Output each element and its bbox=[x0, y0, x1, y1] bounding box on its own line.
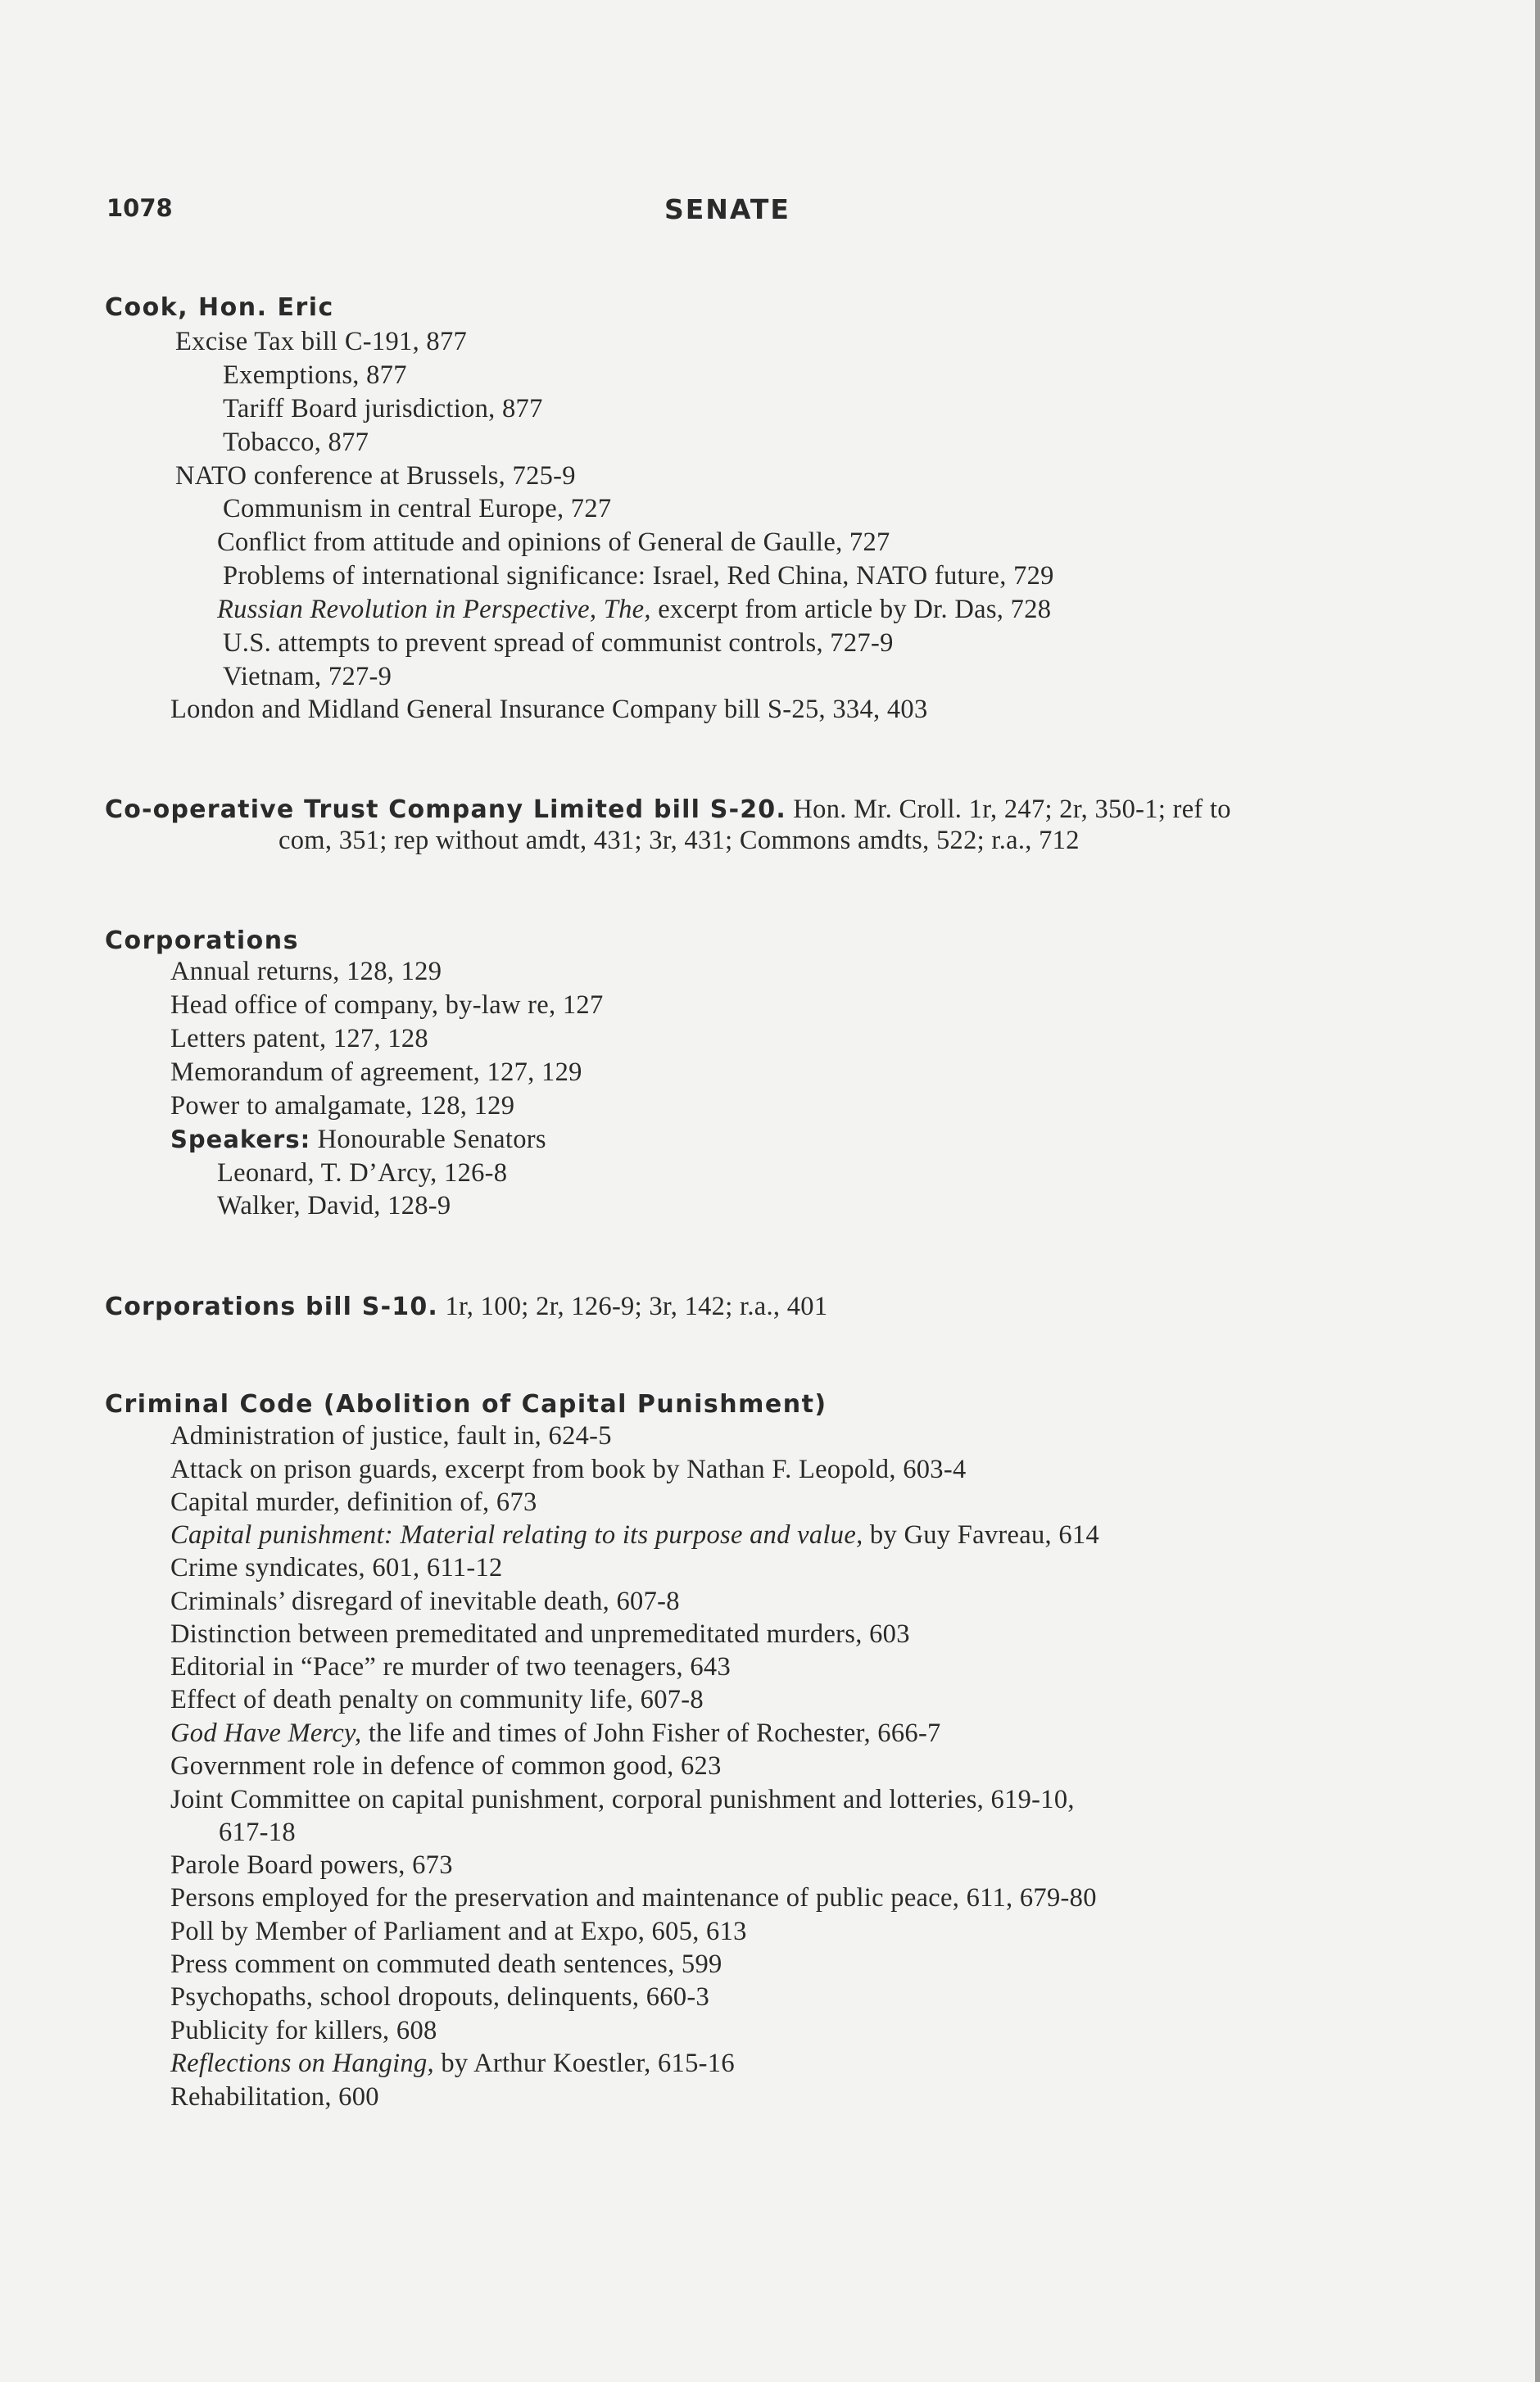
subentry-letters-patent: Letters patent, 127, 128 bbox=[170, 1024, 428, 1053]
subentry-joint-committee-cont: 617-18 bbox=[219, 1818, 296, 1847]
subentry-conflict: Conflict from attitude and opinions of General de Gaulle, 727 bbox=[217, 528, 890, 557]
subentry-attack: Attack on prison guards, excerpt from book by Nathan F. Leopold, 603-4 bbox=[170, 1455, 967, 1484]
subentry-reflections bbox=[170, 2050, 735, 2077]
subentry-memorandum: Memorandum of agreement, 127, 129 bbox=[170, 1057, 582, 1087]
subentry-psychopaths: Psychopaths, school dropouts, delinquents, 660-3 bbox=[170, 1982, 710, 2012]
subentry-annual-returns: Annual returns, 128, 129 bbox=[170, 957, 442, 986]
entry-corporations-bill-refs: 1r, 100; 2r, 126-9; 3r, 142; r.a., 401 bbox=[438, 1292, 828, 1321]
subentry-parole-board: Parole Board powers, 673 bbox=[170, 1850, 453, 1880]
entry-cooperative-refs: Hon. Mr. Croll. 1r, 247; 2r, 350-1; ref to bbox=[786, 795, 1231, 824]
subentry-reflections-rest: by Arthur Koestler, 615-16 bbox=[433, 2049, 735, 2078]
subentry-problems: Problems of international significance: Israel, Red China, NATO future, 729 bbox=[223, 561, 1054, 591]
subentry-criminals-disregard: Criminals’ disregard of inevitable death, 607-8 bbox=[170, 1587, 680, 1616]
page-number: 1078 bbox=[106, 194, 173, 222]
book-title-god-have-mercy: God Have Mercy, bbox=[170, 1719, 362, 1748]
subentry-us-attempts: U.S. attempts to prevent spread of communist controls, 727-9 bbox=[223, 628, 894, 658]
subentry-publicity: Publicity for killers, 608 bbox=[170, 2016, 437, 2045]
subentry-excise-tax: Excise Tax bill C-191, 877 bbox=[175, 327, 468, 356]
entry-cooperative-trust bbox=[105, 795, 1231, 825]
subentry-power-amalgamate: Power to amalgamate, 128, 129 bbox=[170, 1091, 515, 1121]
entry-cooperative-refs-cont: com, 351; rep without amdt, 431; 3r, 431; Commons amdts, 522; r.a., 712 bbox=[279, 826, 1080, 855]
entry-heading-cooperative: Co-operative Trust Company Limited bill S-20. bbox=[105, 795, 786, 824]
subentry-nato: NATO conference at Brussels, 725-9 bbox=[175, 461, 576, 491]
running-head: SENATE bbox=[664, 193, 790, 225]
speaker-walker: Walker, David, 128-9 bbox=[217, 1191, 451, 1220]
subentry-government-role: Government role in defence of common good, 623 bbox=[170, 1751, 722, 1781]
subentry-vietnam: Vietnam, 727-9 bbox=[223, 662, 392, 691]
subentry-persons-employed: Persons employed for the preservation and maintenance of public peace, 611, 679-80 bbox=[170, 1883, 1097, 1913]
entry-heading-criminal-code: Criminal Code (Abolition of Capital Punishment) bbox=[105, 1390, 827, 1419]
subentry-communism: Communism in central Europe, 727 bbox=[223, 494, 612, 523]
entry-heading-corporations: Corporations bbox=[105, 926, 299, 955]
subentry-russian-revolution-rest: excerpt from article by Dr. Das, 728 bbox=[650, 595, 1052, 624]
speaker-leonard: Leonard, T. D’Arcy, 126-8 bbox=[217, 1158, 508, 1188]
subentry-crime-syndicates: Crime syndicates, 601, 611-12 bbox=[170, 1553, 503, 1583]
subentry-administration: Administration of justice, fault in, 624-5 bbox=[170, 1421, 612, 1451]
entry-heading-cook: Cook, Hon. Eric bbox=[105, 293, 334, 322]
subentry-distinction: Distinction between premeditated and unpremeditated murders, 603 bbox=[170, 1619, 910, 1649]
book-title-russian-revolution: Russian Revolution in Perspective, The, bbox=[217, 595, 651, 624]
subentry-capital-murder: Capital murder, definition of, 673 bbox=[170, 1488, 537, 1517]
subentry-rehabilitation: Rehabilitation, 600 bbox=[170, 2082, 379, 2112]
subentry-russian-revolution bbox=[217, 596, 1051, 623]
subentry-head-office: Head office of company, by-law re, 127 bbox=[170, 990, 604, 1020]
subentry-london-midland: London and Midland General Insurance Company bill S-25, 334, 403 bbox=[170, 695, 928, 724]
entry-heading-corporations-bill: Corporations bill S-10. bbox=[105, 1293, 439, 1321]
subentry-god-have-mercy bbox=[170, 1720, 941, 1747]
subentry-god-have-mercy-rest: the life and times of John Fisher of Rochester, 666-7 bbox=[361, 1719, 941, 1748]
subentry-tobacco: Tobacco, 877 bbox=[223, 428, 369, 457]
book-title-reflections: Reflections on Hanging, bbox=[170, 2049, 434, 2078]
entry-corporations-bill bbox=[105, 1292, 827, 1322]
subentry-capital-punishment bbox=[170, 1522, 1099, 1549]
subentry-joint-committee: Joint Committee on capital punishment, corporal punishment and lotteries, 619-10, bbox=[170, 1785, 1075, 1814]
subentry-effect: Effect of death penalty on community life, 607-8 bbox=[170, 1685, 704, 1714]
subentry-press-comment: Press comment on commuted death sentences, 599 bbox=[170, 1950, 722, 1979]
speakers-rest: Honourable Senators bbox=[310, 1125, 546, 1154]
subentry-poll: Poll by Member of Parliament and at Expo, 605, 613 bbox=[170, 1917, 747, 1946]
subentry-exemptions: Exemptions, 877 bbox=[223, 360, 407, 390]
subentry-capital-punishment-rest: by Guy Favreau, 614 bbox=[863, 1520, 1100, 1550]
subentry-tariff-board: Tariff Board jurisdiction, 877 bbox=[223, 394, 543, 423]
speakers-line bbox=[170, 1126, 546, 1153]
book-title-capital-punishment: Capital punishment: Material relating to its purpose and value, bbox=[170, 1520, 863, 1550]
subentry-editorial: Editorial in “Pace” re murder of two teenagers, 643 bbox=[170, 1652, 731, 1682]
speakers-label: Speakers: bbox=[170, 1125, 311, 1153]
